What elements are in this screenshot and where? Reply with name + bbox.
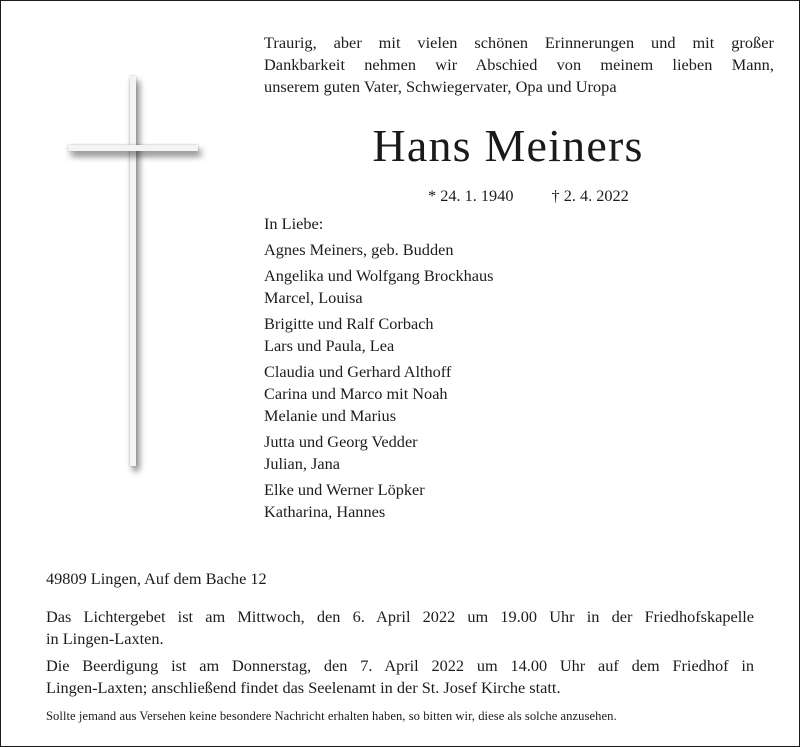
death-date: † 2. 4. 2022	[551, 186, 629, 205]
family-group	[264, 479, 684, 523]
family-line: Carina und Marco mit Noah	[264, 384, 448, 403]
family-line: Melanie und Marius	[264, 406, 397, 425]
family-group	[264, 313, 684, 357]
funeral-line: Die Beerdigung ist am Donnerstag, den 7. April 2022 um 14.00 Uhr auf dem Friedhof in	[46, 656, 754, 675]
family-line: Marcel, Louisa	[264, 288, 363, 307]
family-line: Elke und Werner Löpker	[264, 480, 425, 499]
intro-text	[264, 32, 774, 98]
family-line: Jutta und Georg Vedder	[264, 432, 418, 451]
family-line: Agnes Meiners, geb. Budden	[264, 240, 454, 259]
intro-line: unserem guten Vater, Schwiegervater, Opa und Uropa	[264, 77, 617, 96]
birth-date: * 24. 1. 1940	[428, 186, 514, 205]
intro-line: Traurig, aber mit vielen schönen Erinnerungen und mit großer	[264, 33, 774, 52]
family-address: 49809 Lingen, Auf dem Bache 12	[46, 569, 267, 588]
family-line: Julian, Jana	[264, 454, 340, 473]
life-dates	[428, 185, 629, 207]
family-line: Angelika und Wolfgang Brockhaus	[264, 266, 494, 285]
deceased-name: Hans Meiners	[372, 120, 644, 171]
intro-line: Dankbarkeit nehmen wir Abschied von meinem lieben Mann,	[264, 55, 774, 74]
family-lead: In Liebe:	[264, 214, 324, 233]
prayer-line: in Lingen-Laxten.	[46, 629, 164, 648]
footnote: Sollte jemand aus Versehen keine besondere Nachricht erhalten haben, so bitten wir, diese als solche anzusehen.	[46, 709, 617, 723]
prayer-notice	[46, 606, 754, 650]
family-line: Katharina, Hannes	[264, 502, 386, 521]
family-group	[264, 265, 684, 309]
prayer-line: Das Lichtergebet ist am Mittwoch, den 6. April 2022 um 19.00 Uhr in der Friedhofskapelle	[46, 607, 754, 626]
family-group	[264, 431, 684, 475]
funeral-notice	[46, 655, 754, 699]
funeral-line: Lingen-Laxten; anschließend findet das Seelenamt in der St. Josef Kirche statt.	[46, 678, 561, 697]
family-group	[264, 239, 684, 261]
family-line: Claudia und Gerhard Althoff	[264, 362, 452, 381]
family-list	[264, 213, 684, 527]
family-line: Brigitte und Ralf Corbach	[264, 314, 434, 333]
family-group	[264, 361, 684, 427]
family-line: Lars und Paula, Lea	[264, 336, 395, 355]
